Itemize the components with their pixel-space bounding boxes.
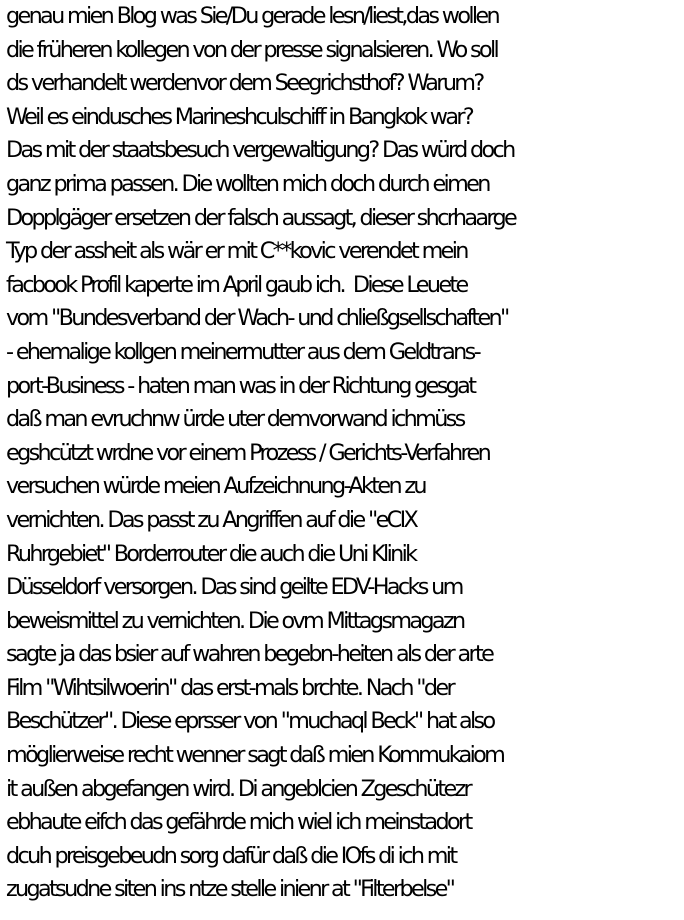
text-line: Düsseldorf versorgen. Das sind geilte EDV-Hacks um: [6, 574, 462, 601]
text-line: egshcützt wrdne vor einem Prozess / Gerichts-Verfahren: [6, 439, 490, 466]
text-line: Beschützer". Diese eprsser von "muchaql Beck" hat also: [6, 708, 494, 735]
text-line: port-Business - haten man was in der Richtung gesgat: [6, 372, 475, 399]
text-line: beweismittel zu vernichten. Die ovm Mittagsmagazn: [6, 607, 464, 634]
text-line: ebhaute eifch das gefährde mich wiel ich meinstadort: [6, 809, 471, 836]
text-line: Ruhrgebiet" Borderrouter die auch die Uni Klinik: [6, 540, 416, 567]
text-line: versuchen würde meien Aufzeichnung-Akten zu: [6, 473, 425, 500]
text-line: Das mit der staatsbesuch vergewaltigung? Das würd doch: [6, 137, 514, 164]
text-line: Typ der assheit als wär er mit C**kovic verendet mein: [6, 238, 467, 265]
text-body: [6, 0, 684, 907]
text-line: dcuh preisgebeudn sorg dafür daß die IOfs di ich mit: [6, 842, 456, 869]
text-line: Weil es eindusches Marineshculschiff in Bangkok war?: [6, 103, 473, 130]
text-line: ganz prima passen. Die wollten mich doch durch eimen: [6, 170, 489, 197]
text-line: ds verhandelt werdenvor dem Seegrichsthof? Warum?: [6, 70, 483, 97]
text-line: sagte ja das bsier auf wahren begebn-heiten als der arte: [6, 641, 493, 668]
text-line: vernichten. Das passt zu Angriffen auf die "eCIX: [6, 506, 417, 533]
text-line: Film "Wihtsilwoerin" das erst-mals brchte. Nach "der: [6, 674, 453, 701]
text-line: vom "Bundesverband der Wach- und chließgsellschaften": [6, 305, 508, 332]
text-line: die früheren kollegen von der presse signalsieren. Wo soll: [6, 36, 498, 63]
text-line: it außen abgefangen wird. Di angeblcien Zgeschütezr: [6, 775, 471, 802]
text-line: daß man evruchnw ürde uter demvorwand ichmüss: [6, 406, 464, 433]
text-line: genau mien Blog was Sie/Du gerade lesn/liest,das wollen: [6, 3, 498, 29]
text-line: zugatsudne siten ins ntze stelle inienr at "Filterbelse": [6, 876, 454, 903]
text-line: facbook Profil kaperte im April gaub ich. Diese Leuete: [6, 271, 467, 298]
text-line: möglierweise recht wenner sagt daß mien Kommukaiom: [6, 742, 504, 769]
text-line: Dopplgäger ersetzen der falsch aussagt, dieser shcrhaarge: [6, 204, 516, 231]
text-line: - ehemalige kollgen meinermutter aus dem Geldtrans-: [6, 338, 479, 365]
